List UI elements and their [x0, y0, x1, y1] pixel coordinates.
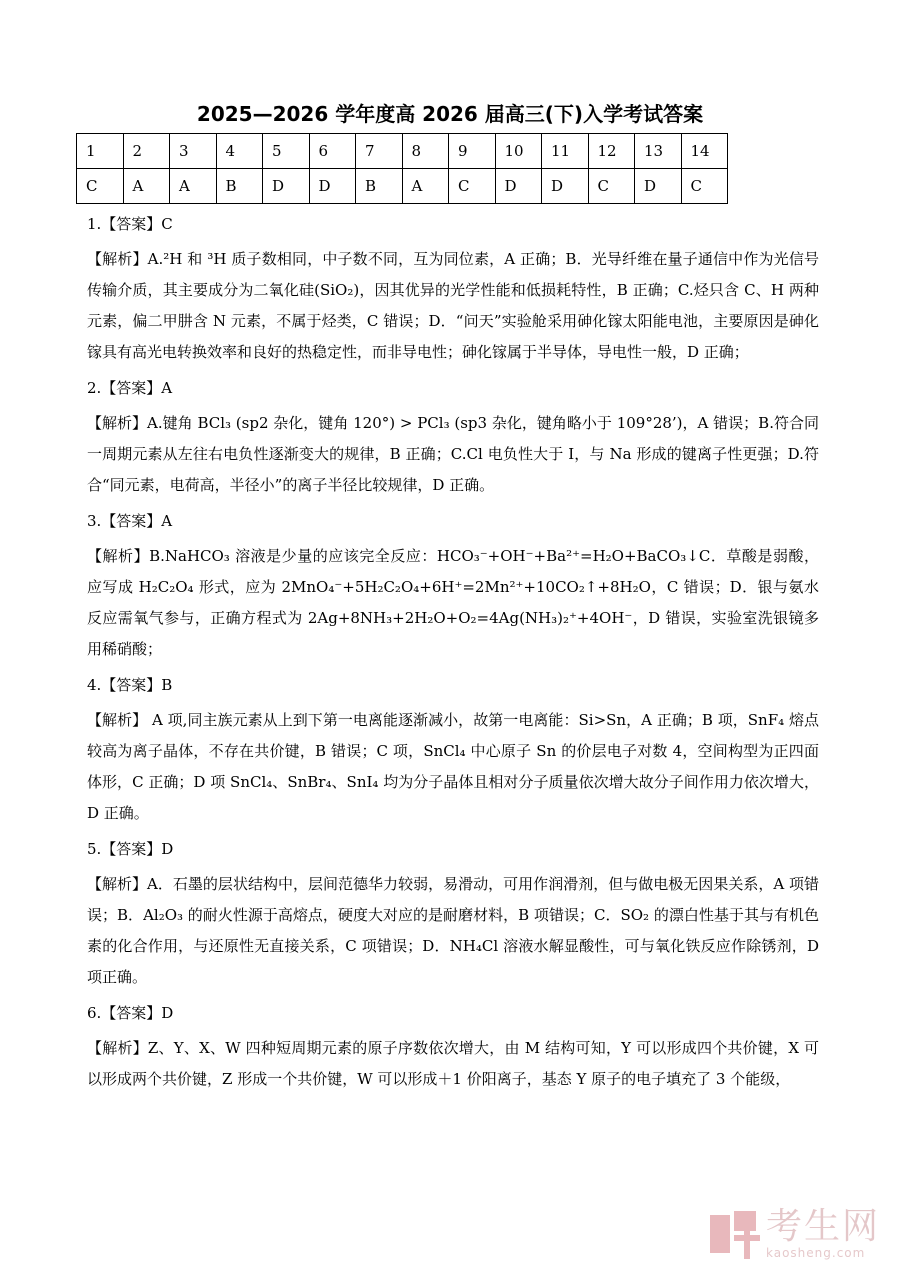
question-3-analysis: 【解析】B.NaHCO₃ 溶液是少量的应该完全反应：HCO₃⁻+OH⁻+Ba²⁺=H₂O+BaCO₃↓C．草酸是弱酸，应写成 H₂C₂O₄ 形式，应为 2MnO₄⁻+5H₂C₂O₄+6H⁺=2Mn²⁺+10CO₂↑+8H₂O，C 错误；D．银与氨水反应需氧气参与，正确方程式为 2Ag+8NH₃+2H₂O+O₂=4Ag(NH₃)₂⁺+4OH⁻，D 错误，实验室洗银镜多用稀硝酸； — [87, 547, 819, 658]
question-number-cell: 3 — [170, 134, 217, 169]
answer-cell: C — [681, 169, 728, 204]
answer-table-number-row — [77, 134, 728, 169]
question-6-answer: 6.【答案】D — [87, 1004, 174, 1022]
answer-cell: D — [542, 169, 589, 204]
answer-cell: A — [170, 169, 217, 204]
answer-cell: A — [123, 169, 170, 204]
question-4-analysis: 【解析】 A 项,同主族元素从上到下第一电离能逐渐减小，故第一电离能：Si>Sn，A 正确；B 项，SnF₄ 熔点较高为离子晶体，不存在共价键，B 错误；C 项，SnCl₄ 中心原子 Sn 的价层电子对数 4，空间构型为正四面体形，C 正确；D 项 SnCl₄、SnBr₄、SnI₄ 均为分子晶体且相对分子质量依次增大故分子间作用力依次增大，D 正确。 — [87, 711, 819, 822]
question-number-cell: 6 — [309, 134, 356, 169]
question-number-cell: 14 — [681, 134, 728, 169]
question-5-answer: 5.【答案】D — [87, 840, 174, 858]
question-number-cell: 7 — [356, 134, 403, 169]
answer-table-answer-row — [77, 169, 728, 204]
watermark-url: kaosheng.com — [765, 1246, 866, 1260]
answer-cell: A — [402, 169, 449, 204]
question-1-analysis: 【解析】A.²H 和 ³H 质子数相同，中子数不同，互为同位素，A 正确；B．光导纤维在量子通信中作为光信号传输介质，其主要成分为二氧化硅(SiO₂)，因其优异的光学性能和低损耗特性，B 正确；C.烃只含 C、H 两种元素，偏二甲肼含 N 元素，不属于烃类，C 错误；D．“问天”实验舱采用砷化镓太阳能电池，主要原因是砷化镓具有高光电转换效率和良好的热稳定性，而非导电性；砷化镓属于半导体，导电性一般，D 正确； — [87, 250, 819, 361]
site-watermark — [710, 1206, 880, 1260]
page-title: 2025—2026 学年度高 2026 届高三(下)入学考试答案 — [196, 102, 704, 126]
answer-cell: D — [263, 169, 310, 204]
answer-cell: B — [356, 169, 403, 204]
question-number-cell: 5 — [263, 134, 310, 169]
question-number-cell: 2 — [123, 134, 170, 169]
question-2-analysis: 【解析】A.键角 BCl₃ (sp2 杂化，键角 120°) > PCl₃ (sp3 杂化，键角略小于 109°28’)，A 错误；B.符合同一周期元素从左往右电负性逐渐变大的规律，B 正确；C.Cl 电负性大于 I，与 Na 形成的键离子性更强；D.符合“同元素，电荷高，半径小”的离子半径比较规律，D 正确。 — [87, 414, 819, 494]
answer-cell: D — [495, 169, 542, 204]
question-number-cell: 12 — [588, 134, 635, 169]
question-1-answer: 1.【答案】C — [87, 215, 173, 233]
answer-cell: C — [449, 169, 496, 204]
question-2-answer: 2.【答案】A — [87, 379, 173, 397]
question-3-answer: 3.【答案】A — [87, 512, 173, 530]
question-number-cell: 8 — [402, 134, 449, 169]
question-4-answer: 4.【答案】B — [87, 676, 173, 694]
question-number-cell: 1 — [77, 134, 124, 169]
answer-explanations — [87, 209, 819, 1100]
watermark-logo-icon — [710, 1209, 760, 1259]
question-number-cell: 11 — [542, 134, 589, 169]
answer-cell: D — [309, 169, 356, 204]
answer-cell: C — [77, 169, 124, 204]
question-number-cell: 13 — [635, 134, 682, 169]
answer-table — [76, 133, 728, 204]
question-5-analysis: 【解析】A．石墨的层状结构中，层间范德华力较弱，易滑动，可用作润滑剂，但与做电极无因果关系，A 项错误；B．Al₂O₃ 的耐火性源于高熔点，硬度大对应的是耐磨材料，B 项错误；C．SO₂ 的漂白性基于其与有机色素的化合作用，与还原性无直接关系，C 项错误；D．NH₄Cl 溶液水解显酸性，可与氧化铁反应作除锈剂，D 项正确。 — [87, 875, 819, 986]
answer-cell: C — [588, 169, 635, 204]
answer-cell: D — [635, 169, 682, 204]
answer-cell: B — [216, 169, 263, 204]
question-number-cell: 4 — [216, 134, 263, 169]
question-number-cell: 10 — [495, 134, 542, 169]
watermark-text: 考生网 — [765, 1206, 880, 1247]
question-number-cell: 9 — [449, 134, 496, 169]
question-6-analysis: 【解析】Z、Y、X、W 四种短周期元素的原子序数依次增大，由 M 结构可知，Y 可以形成四个共价键，X 可以形成两个共价键，Z 形成一个共价键，W 可以形成＋1 价阳离子，基态 Y 原子的电子填充了 3 个能级， — [87, 1039, 819, 1088]
